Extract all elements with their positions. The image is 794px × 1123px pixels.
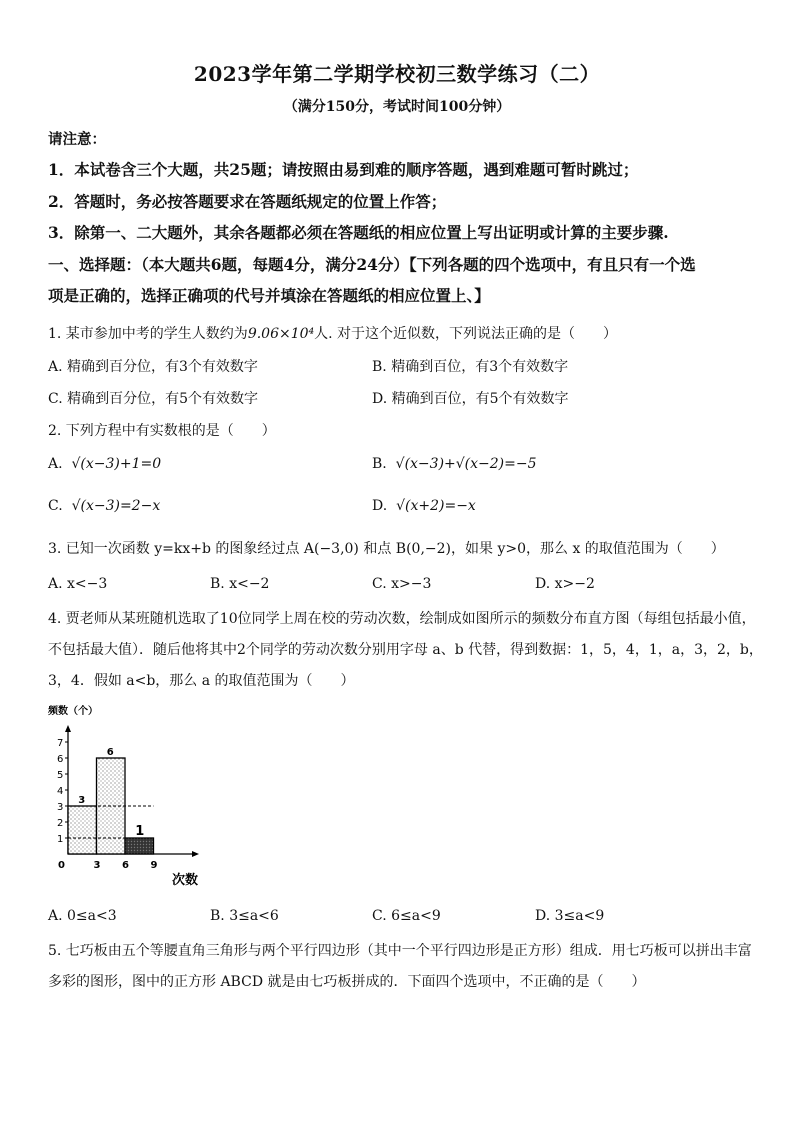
question-1-stem-tail: 人. 对于这个近似数，下列说法正确的是（ ） — [314, 326, 618, 342]
y-tick-label: 1 — [57, 834, 64, 845]
question-4-stem-line3: 3，4．假如 a<b，那么 a 的取值范围为（ ） — [48, 673, 355, 689]
option-equation: √(x−3)+√(x−2)=−5 — [395, 456, 537, 472]
question-1-option-a: A. 精确到百分位，有3个有效数字 — [48, 359, 258, 375]
y-axis-arrow — [65, 725, 71, 732]
question-3-option-a: A. x<−3 — [48, 576, 108, 592]
question-1-option-c: C. 精确到百分位，有5个有效数字 — [48, 391, 259, 407]
question-2-option-c — [48, 498, 160, 514]
question-2-stem: 2. 下列方程中有实数根的是（ ） — [48, 423, 276, 439]
y-tick-label: 3 — [57, 802, 64, 813]
option-label: D. — [372, 498, 388, 514]
question-3-stem: 3. 已知一次函数 y=kx+b 的图象经过点 A(−3,0) 和点 B(0,−2)，如果 y>0，那么 x 的取值范围为（ ） — [48, 541, 725, 557]
x-tick-label: 6 — [122, 860, 129, 871]
question-1-number: 9.06×10⁴ — [247, 326, 315, 342]
question-3-option-d: D. x>−2 — [535, 576, 595, 592]
question-1-option-b: B. 精确到百位，有3个有效数字 — [372, 359, 569, 375]
exam-subtitle: （满分150分，考试时间100分钟） — [283, 99, 511, 115]
option-equation: √(x+2)=−x — [396, 498, 476, 514]
option-equation: √(x−3)+1=0 — [71, 456, 162, 472]
question-4-stem-line1: 4. 贾老师从某班随机选取了10位同学上周在校的劳动次数，绘制成如图所示的频数分布直方图（每组包括最小值， — [48, 611, 756, 627]
question-4-option-c: C. 6≤a<9 — [372, 908, 441, 924]
question-1-stem-text: 1. 某市参加中考的学生人数约为 — [48, 326, 248, 342]
y-tick-label: 2 — [57, 818, 64, 829]
notice-item-2: 2．答题时，务必按答题要求在答题纸规定的位置上作答； — [48, 192, 447, 211]
histogram-svg — [46, 702, 226, 894]
y-tick-label: 5 — [57, 770, 64, 781]
x-tick-label: 0 — [58, 860, 65, 871]
question-3-option-c: C. x>−3 — [372, 576, 432, 592]
section-1-heading-line1: 一、选择题：（本大题共6题，每题4分，满分24分）【下列各题的四个选项中，有且只有一个选 — [48, 255, 696, 274]
exam-title: 2023学年第二学期学校初三数学练习（二） — [193, 62, 601, 86]
y-tick-label: 4 — [57, 786, 64, 797]
question-4-option-a: A. 0≤a<3 — [48, 908, 117, 924]
histogram-bar — [125, 838, 154, 854]
question-5-stem-line1: 5. 七巧板由五个等腰直角三角形与两个平行四边形（其中一个平行四边形是正方形）组成．用七巧板可以拼出丰富 — [48, 943, 752, 959]
x-axis-arrow — [192, 851, 199, 857]
option-label: A. — [48, 456, 63, 472]
question-2-option-a — [48, 456, 161, 472]
question-4-option-b: B. 3≤a<6 — [210, 908, 279, 924]
histogram-bar — [68, 806, 97, 854]
question-2-option-b — [372, 456, 537, 472]
frequency-histogram — [46, 702, 226, 894]
bar-data-label: 1 — [135, 824, 145, 839]
question-3-option-b: B. x<−2 — [210, 576, 270, 592]
y-tick-label: 6 — [57, 754, 64, 765]
question-5-stem-line2: 多彩的图形，图中的正方形 ABCD 就是由七巧板拼成的．下面四个选项中，不正确的是（ ） — [48, 974, 646, 990]
section-1-heading-line2: 项是正确的，选择正确项的代号并填涂在答题纸的相应位置上、】 — [48, 286, 490, 305]
option-label: C. — [48, 498, 63, 514]
question-1-option-d: D. 精确到百位，有5个有效数字 — [372, 391, 569, 407]
notice-item-1: 1．本试卷含三个大题，共25题；请按照由易到难的顺序答题，遇到难题可暂时跳过； — [48, 160, 639, 179]
y-axis-label: 频数（个） — [48, 706, 98, 717]
notice-item-3: 3．除第一、二大题外，其余各题都必须在答题纸的相应位置上写出证明或计算的主要步骤. — [48, 223, 669, 242]
x-tick-label: 3 — [93, 860, 101, 871]
option-label: B. — [372, 456, 387, 472]
bar-data-label: 3 — [78, 795, 86, 806]
bar-data-label: 6 — [106, 747, 114, 758]
question-4-option-d: D. 3≤a<9 — [535, 908, 605, 924]
y-tick-label: 7 — [57, 738, 64, 749]
x-tick-label: 9 — [150, 860, 158, 871]
x-axis-label: 次数 — [172, 873, 199, 888]
question-2-option-d — [372, 498, 476, 514]
option-equation: √(x−3)=2−x — [71, 498, 161, 514]
question-1-stem — [48, 323, 617, 343]
question-4-stem-line2: 不包括最大值）．随后他将其中2个同学的劳动次数分别用字母 a、b 代替，得到数据：1，5，4，1，a，3，2，b， — [48, 642, 763, 658]
notice-heading: 请注意： — [48, 131, 106, 148]
